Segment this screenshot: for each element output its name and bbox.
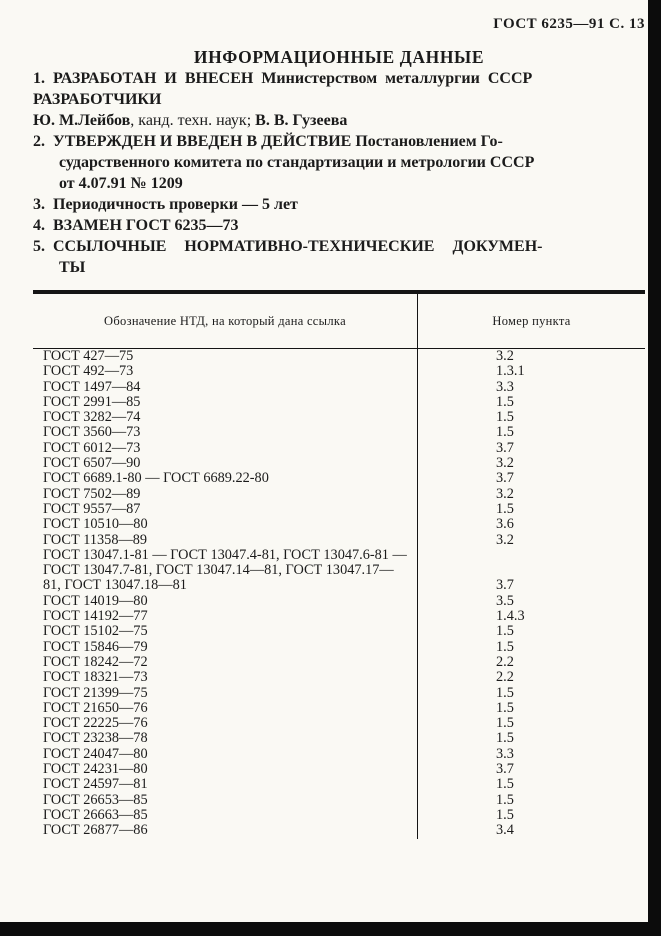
table-row <box>33 380 645 395</box>
developers-heading: РАЗРАБОТЧИКИ <box>33 91 162 108</box>
cell-num: 3.7 <box>496 577 514 594</box>
cell-ntd: ГОСТ 21650—76 <box>33 701 418 716</box>
cell-ntd: ГОСТ 11358—89 <box>33 533 418 548</box>
page-title: ИНФОРМАЦИОННЫЕ ДАННЫЕ <box>193 47 485 67</box>
table-row <box>33 701 645 716</box>
cell-ntd: ГОСТ 26877—86 <box>33 823 418 838</box>
cell-num: 3.7 <box>496 470 514 487</box>
cell-ntd: ГОСТ 1497—84 <box>33 380 418 395</box>
cell-ntd: ГОСТ 492—73 <box>33 364 418 379</box>
table-row <box>33 487 645 502</box>
table-row <box>33 425 645 440</box>
table-row <box>33 349 645 365</box>
cell-num: 1.5 <box>496 500 514 517</box>
cell-ntd: ГОСТ 427—75 <box>33 349 418 365</box>
cell-ntd: ГОСТ 9557—87 <box>33 502 418 517</box>
cell-ntd: ГОСТ 15846—79 <box>33 640 418 655</box>
cell-num: 1.5 <box>496 806 514 823</box>
cell-num: 2.2 <box>496 669 514 686</box>
cell-ntd: ГОСТ 15102—75 <box>33 624 418 639</box>
cell-ntd: ГОСТ 6507—90 <box>33 456 418 471</box>
cell-num: 3.7 <box>496 439 514 456</box>
cell-ntd: ГОСТ 3560—73 <box>33 425 418 440</box>
item-4 <box>33 215 645 236</box>
cell-ntd: ГОСТ 24047—80 <box>33 747 418 762</box>
item-3-text: Периодичность проверки — 5 лет <box>53 196 298 213</box>
developer-credentials: , канд. техн. наук; <box>130 112 256 129</box>
developers-line <box>33 110 645 131</box>
table-row <box>33 410 645 425</box>
cell-ntd: ГОСТ 26653—85 <box>33 793 418 808</box>
column-header-num: Номер пункта <box>418 292 646 349</box>
cell-ntd: ГОСТ 23238—78 <box>33 731 418 746</box>
cell-ntd: ГОСТ 14019—80 <box>33 594 418 609</box>
item-1-text: Министерством металлургии СССР <box>261 70 533 87</box>
cell-num: 1.5 <box>496 638 514 655</box>
item-3 <box>33 194 645 215</box>
item-1-label: РАЗРАБОТАН И ВНЕСЕН <box>53 70 254 87</box>
cell-num: 1.4.3 <box>496 608 525 625</box>
table-row <box>33 686 645 701</box>
item-2-number: 2. <box>33 133 45 150</box>
cell-ntd: ГОСТ 3282—74 <box>33 410 418 425</box>
scan-edge-bottom <box>0 922 661 936</box>
cell-num: 3.3 <box>496 378 514 395</box>
cell-ntd: ГОСТ 10510—80 <box>33 517 418 532</box>
cell-num: 3.4 <box>496 822 514 839</box>
cell-ntd: ГОСТ 2991—85 <box>33 395 418 410</box>
item-1-number: 1. <box>33 70 45 87</box>
table-row <box>33 548 645 594</box>
cell-num: 1.5 <box>496 623 514 640</box>
table-header-row <box>33 292 645 349</box>
cell-num: 1.5 <box>496 684 514 701</box>
item-2-line-3: от 4.07.91 № 1209 <box>59 175 183 192</box>
table-row <box>33 395 645 410</box>
cell-ntd: ГОСТ 18321—73 <box>33 670 418 685</box>
cell-ntd: ГОСТ 26663—85 <box>33 808 418 823</box>
table-row <box>33 731 645 746</box>
item-1 <box>33 68 645 89</box>
table-row <box>33 716 645 731</box>
developer-name-1: Ю. М.Лейбов <box>33 112 131 129</box>
table-row <box>33 793 645 808</box>
cell-ntd: ГОСТ 13047.1-81 — ГОСТ 13047.4-81, ГОСТ 13047.6-81 — ГОСТ 13047.7-81, ГОСТ 13047.14—81, ГОСТ 13047.17—81, ГОСТ 13047.18—81 <box>33 548 418 594</box>
info-items <box>33 68 645 278</box>
cell-num: 1.3.1 <box>496 363 525 380</box>
cell-num: 3.2 <box>496 531 514 548</box>
page-header: ГОСТ 6235—91 С. 13 <box>493 16 645 32</box>
table-row <box>33 777 645 792</box>
table-row <box>33 670 645 685</box>
cell-num: 1.5 <box>496 791 514 808</box>
column-header-ntd: Обозначение НТД, на который дана ссылка <box>33 292 418 349</box>
cell-ntd: ГОСТ 24231—80 <box>33 762 418 777</box>
table-row <box>33 747 645 762</box>
reference-table <box>33 290 645 839</box>
table-row <box>33 594 645 609</box>
cell-num: 3.3 <box>496 745 514 762</box>
table-row <box>33 517 645 532</box>
item-2-line-2: сударственного комитета по стандартизации и метрологии СССР <box>59 154 535 171</box>
table-row <box>33 823 645 838</box>
cell-num: 3.2 <box>496 485 514 502</box>
table-row <box>33 364 645 379</box>
cell-num: 1.5 <box>496 715 514 732</box>
item-5-line-2: ТЫ <box>59 259 86 276</box>
cell-num: 3.7 <box>496 761 514 778</box>
cell-num: 3.2 <box>496 455 514 472</box>
cell-num: 1.5 <box>496 424 514 441</box>
item-5-number: 5. <box>33 238 45 255</box>
item-2 <box>33 131 645 194</box>
cell-num: 2.2 <box>496 653 514 670</box>
cell-num: 1.5 <box>496 699 514 716</box>
table-row <box>33 502 645 517</box>
table-row <box>33 640 645 655</box>
table-row <box>33 609 645 624</box>
item-4-text: ВЗАМЕН ГОСТ 6235—73 <box>53 217 239 234</box>
cell-num: 1.5 <box>496 730 514 747</box>
table-row <box>33 762 645 777</box>
cell-ntd: ГОСТ 14192—77 <box>33 609 418 624</box>
table-row <box>33 533 645 548</box>
cell-num: 1.5 <box>496 393 514 410</box>
table-row <box>33 441 645 456</box>
cell-num: 1.5 <box>496 409 514 426</box>
developer-name-2: В. В. Гузеева <box>255 112 348 129</box>
item-5-line-1: ССЫЛОЧНЫЕ НОРМАТИВНО-ТЕХНИЧЕСКИЕ ДОКУМЕН- <box>53 238 543 255</box>
table-row <box>33 808 645 823</box>
cell-ntd: ГОСТ 21399—75 <box>33 686 418 701</box>
item-3-number: 3. <box>33 196 45 213</box>
item-2-line-1: УТВЕРЖДЕН И ВВЕДЕН В ДЕЙСТВИЕ Постановлением Го- <box>53 133 503 150</box>
cell-num: 3.5 <box>496 592 514 609</box>
cell-num: 3.2 <box>496 348 514 364</box>
document-page <box>33 16 645 839</box>
cell-ntd: ГОСТ 22225—76 <box>33 716 418 731</box>
cell-ntd: ГОСТ 18242—72 <box>33 655 418 670</box>
table-row <box>33 624 645 639</box>
table-row <box>33 471 645 486</box>
cell-ntd: ГОСТ 6012—73 <box>33 441 418 456</box>
table-body <box>33 349 645 839</box>
cell-ntd: ГОСТ 24597—81 <box>33 777 418 792</box>
cell-num: 1.5 <box>496 776 514 793</box>
cell-ntd: ГОСТ 7502—89 <box>33 487 418 502</box>
cell-ntd: ГОСТ 6689.1-80 — ГОСТ 6689.22-80 <box>33 471 418 486</box>
table-row <box>33 456 645 471</box>
scan-edge-right <box>648 0 661 936</box>
item-5 <box>33 236 645 278</box>
item-4-number: 4. <box>33 217 45 234</box>
cell-num: 3.6 <box>496 516 514 533</box>
table-row <box>33 655 645 670</box>
